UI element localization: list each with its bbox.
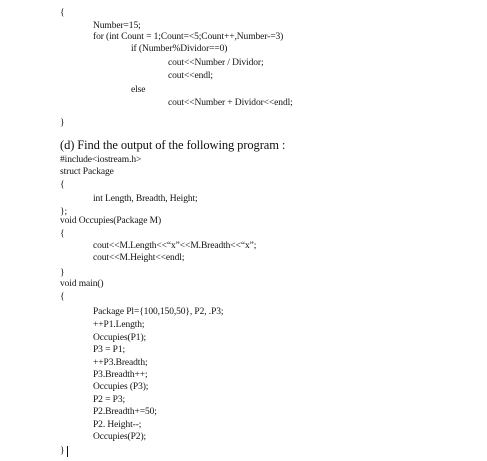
code-line: void Occupies(Package M) <box>60 216 162 226</box>
code-line: int Length, Breadth, Height; <box>93 194 198 204</box>
code-line: cout<<endl; <box>168 71 213 81</box>
code-line: cout<<Number / Dividor; <box>168 58 264 68</box>
code-line: else <box>131 85 146 95</box>
text-cursor <box>67 446 68 457</box>
code-line: { <box>60 180 65 190</box>
code-line: Occupies (P3); <box>93 382 149 392</box>
code-line: ++P1.Length; <box>93 320 145 330</box>
code-line: void main() <box>60 279 104 289</box>
code-line: #include<iostream.h> <box>60 155 142 165</box>
code-line: if (Number%Dividor==0) <box>131 44 228 54</box>
code-line: Package Pl={100,150,50}, P2, .P3; <box>93 307 224 317</box>
code-line: cout<<M.Length<<“x”<<M.Breadth<<“x”; <box>93 241 257 251</box>
code-line: Occupies(P2); <box>93 432 147 442</box>
code-line: ++P3.Breadth; <box>93 358 148 368</box>
code-line: { <box>60 8 65 18</box>
code-line: struct Package <box>60 167 114 177</box>
code-line: } <box>60 268 65 278</box>
code-line: P2. Height--; <box>93 420 142 430</box>
code-line: P3.Breadth++; <box>93 370 148 380</box>
code-line: Occupies(P1); <box>93 333 147 343</box>
code-line: { <box>60 292 65 302</box>
code-line: Number=15; <box>93 21 141 31</box>
code-line: P2 = P3; <box>93 395 126 405</box>
code-line: { <box>60 229 65 239</box>
code-line: cout<<M.Height<<endl; <box>93 253 185 263</box>
code-line: } <box>60 446 65 456</box>
code-line: cout<<Number + Dividor<<endl; <box>168 98 293 108</box>
code-line: } <box>60 118 65 128</box>
code-line: P3 = P1; <box>93 345 126 355</box>
code-line: P2.Breadth+=50; <box>93 407 157 417</box>
code-line: }; <box>60 207 67 217</box>
question-heading: (d) Find the output of the following program : <box>60 138 286 152</box>
code-line: for (int Count = 1;Count=<5;Count++,Number-=3) <box>93 32 284 42</box>
